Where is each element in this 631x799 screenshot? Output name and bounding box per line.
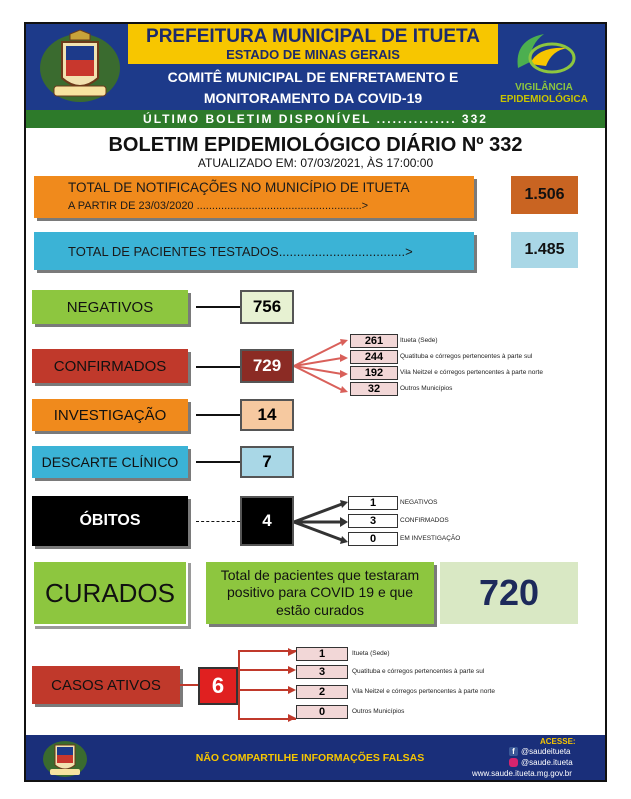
page-subtitle: ATUALIZADO EM: 07/03/2021, ÀS 17:00:00 [197,156,434,170]
active-cases-connector [180,684,198,686]
confirmed-arrows [294,336,348,396]
instagram-icon [509,758,518,767]
deaths-negative-value: 1 [348,496,398,510]
footer-acesse: ACESSE: [540,737,576,746]
active-outros-value: 0 [296,705,348,719]
header-line3: COMITÊ MUNICIPAL DE ENFRETAMENTO E [167,69,459,85]
deaths-confirmed-label: CONFIRMADOS [400,517,449,524]
tested-value: 1.485 [511,232,578,268]
vigilancia-logo-icon [508,28,582,78]
footer-warning: NÃO COMPARTILHE INFORMAÇÕES FALSAS [195,752,425,764]
deaths-arrows [294,494,348,550]
facebook-icon: f [509,747,518,756]
negatives-value: 756 [240,290,294,324]
active-cases-arrows [238,646,296,724]
confirmed-sede-value: 261 [350,334,398,348]
confirmed-norte-value: 192 [350,366,398,380]
discard-label: DESCARTE CLÍNICO [32,446,188,478]
active-outros-label: Outros Municípios [352,708,405,715]
active-norte-value: 2 [296,685,348,699]
confirmed-outros-value: 32 [350,382,398,396]
vigilancia-text-2: EPIDEMIOLÓGICA [500,94,588,105]
notifications-label-1: TOTAL DE NOTIFICAÇÕES NO MUNICÍPIO DE ITUETA [68,180,410,195]
investigation-connector [196,414,240,416]
footer-instagram[interactable]: @saude.itueta [521,758,573,767]
negatives-connector [196,306,240,308]
latest-bulletin-strip: ÚLTIMO BOLETIM DISPONÍVEL ............... 332 [26,110,605,128]
header-line2: ESTADO DE MINAS GERAIS [226,47,400,62]
cured-value: 720 [440,562,578,624]
notifications-value: 1.506 [511,176,578,214]
investigation-label: INVESTIGAÇÃO [32,399,188,431]
confirmed-sul-label: Quatituba e córregos pertencentes à parte sul [400,353,533,360]
vigilancia-text-1: VIGILÂNCIA [515,82,573,93]
confirmed-sul-value: 244 [350,350,398,364]
negatives-label: NEGATIVOS [32,290,188,324]
tested-label: TOTAL DE PACIENTES TESTADOS...................................> [68,244,413,259]
confirmed-label: CONFIRMADOS [32,349,188,383]
deaths-confirmed-value: 3 [348,514,398,528]
footer-coat-of-arms-icon [40,737,90,779]
footer-facebook[interactable]: @saudeitueta [521,747,571,756]
coat-of-arms-icon [36,28,124,106]
investigation-value: 14 [240,399,294,431]
active-sede-value: 1 [296,647,348,661]
discard-value: 7 [240,446,294,478]
deaths-investigation-value: 0 [348,532,398,546]
deaths-connector [196,521,240,522]
confirmed-value: 729 [240,349,294,383]
confirmed-sede-label: Itueta (Sede) [400,337,438,344]
notifications-label-2: A PARTIR DE 23/03/2020 ......................................................> [68,200,369,212]
active-sul-value: 3 [296,665,348,679]
deaths-negative-label: NEGATIVOS [400,499,438,506]
header-line4: MONITORAMENTO DA COVID-19 [203,90,423,106]
page-title: BOLETIM EPIDEMIOLÓGICO DIÁRIO Nº 332 [108,134,523,156]
active-cases-label: CASOS ATIVOS [32,666,180,704]
active-cases-value: 6 [198,667,238,705]
active-norte-label: Vila Neitzel e córregos pertencentes à parte norte [352,688,495,695]
deaths-label: ÓBITOS [32,496,188,546]
confirmed-outros-label: Outros Municípios [400,385,453,392]
discard-connector [196,461,240,463]
deaths-investigation-label: EM INVESTIGAÇÃO [400,535,461,542]
deaths-value: 4 [240,496,294,546]
cured-label: CURADOS [32,560,188,626]
confirmed-norte-label: Vila Neitzel e córregos pertencentes à parte norte [400,369,543,376]
active-sul-label: Quatituba e córregos pertencentes à parte sul [352,668,485,675]
footer-site[interactable]: www.saude.itueta.mg.gov.br [472,769,572,778]
cured-description: Total de pacientes que testaram positivo para COVID 19 e que estão curados [206,562,434,624]
header-line1: PREFEITURA MUNICIPAL DE ITUETA [146,26,480,47]
active-sede-label: Itueta (Sede) [352,650,390,657]
confirmed-connector [196,366,240,368]
